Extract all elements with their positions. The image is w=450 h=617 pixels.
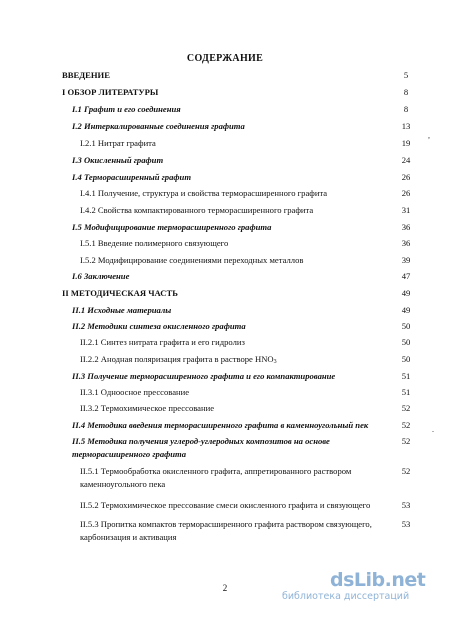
- toc-entry-page: 49: [401, 288, 411, 298]
- toc-entry-text: II.5 Методика получения углерод-углеродных композитов на основе терморасширенного графита: [72, 436, 330, 459]
- toc-entry-text: II.4 Методика введения терморасширенного графита в каменноугольный пек: [72, 420, 369, 430]
- toc-entry-text: II.3 Получение терморасширенного графита и его компактирование: [72, 371, 336, 381]
- toc-entry-page: 13: [401, 121, 411, 131]
- toc-entry-text: [80, 353, 277, 368]
- toc-entry-text: I.5 Модифицирование терморасширенного графита: [72, 222, 272, 232]
- toc-entry-page: 39: [401, 255, 411, 265]
- page-number: 2: [222, 583, 228, 593]
- toc-entry-text: I.1 Графит и его соединения: [72, 104, 181, 114]
- toc-entry-page: 31: [401, 205, 411, 215]
- toc-entry-page: 49: [401, 305, 411, 315]
- toc-entry-page: 52: [401, 436, 411, 446]
- toc-entry-text: I.4.2 Свойства компактированного терморасширенного графита: [80, 205, 314, 215]
- toc-entry-text: ВВЕДЕНИЕ: [62, 70, 110, 80]
- page-title: СОДЕРЖАНИЕ: [186, 53, 264, 64]
- toc-entry-page: 19: [401, 138, 411, 148]
- toc-entry-text: II.5.2 Термохимическое прессование смеси окисленного графита и связующего: [80, 500, 371, 510]
- toc-entry-page: 51: [401, 387, 411, 397]
- toc-entry-page: 26: [401, 172, 411, 182]
- toc-entry-text: II МЕТОДИЧЕСКАЯ ЧАСТЬ: [62, 288, 178, 298]
- toc-entry-text: II.5.1 Термообработка окисленного графита, аппретированного раствором каменноугольного пека: [80, 466, 352, 489]
- toc-entry-page: 52: [401, 466, 411, 476]
- scan-speck: .: [432, 425, 434, 434]
- toc-entry-page: 26: [401, 188, 411, 198]
- watermark-logo: dsLib.net: [330, 569, 426, 591]
- watermark-subtitle: библиотека диссертаций: [282, 591, 410, 602]
- toc-entry-text: II.2 Методики синтеза окисленного графита: [72, 321, 246, 331]
- toc-entry-page: 52: [401, 420, 411, 430]
- toc-entry-text: I.5.1 Введение полимерного связующего: [80, 238, 229, 248]
- toc-entry-page: 5: [403, 70, 409, 80]
- toc-entry-page: 50: [401, 321, 411, 331]
- toc-entry-text: I.5.2 Модифицирование соединениями переходных металлов: [80, 255, 304, 265]
- toc-entry-text: I.4.1 Получение, структура и свойства терморасширенного графита: [80, 188, 328, 198]
- toc-entry-text-main: II.2.2 Анодная поляризация графита в растворе HNO: [80, 354, 274, 364]
- toc-entry-page: 36: [401, 222, 411, 232]
- toc-entry-text: II.1 Исходные материалы: [72, 305, 172, 315]
- toc-entry-page: 24: [401, 155, 411, 165]
- toc-entry-page: 50: [401, 354, 411, 364]
- toc-entry-text: II.3.1 Одноосное прессование: [80, 387, 190, 397]
- toc-entry-text: I.3 Окисленный графит: [72, 155, 164, 165]
- toc-entry-text: II.2.1 Синтез нитрата графита и его гидролиз: [80, 337, 245, 347]
- toc-entry-page: 53: [401, 519, 411, 529]
- toc-entry-page: 8: [403, 87, 409, 97]
- toc-entry-page: 52: [401, 403, 411, 413]
- toc-entry-text: I.2.1 Нитрат графита: [80, 138, 156, 148]
- toc-entry-text: II.3.2 Термохимическое прессование: [80, 403, 215, 413]
- toc-entry-text: II.5.3 Пропитка компактов терморасширенного графита раствором связующего, карбонизация и активация: [80, 519, 372, 542]
- toc-entry-page: 8: [403, 104, 409, 114]
- toc-entry-text: I.6 Заключение: [72, 271, 130, 281]
- toc-entry-text: I.4 Терморасширенный графит: [72, 172, 192, 182]
- toc-entry-page: 51: [401, 371, 411, 381]
- toc-entry-page: 36: [401, 238, 411, 248]
- toc-entry-text: I.2 Интеркалированные соединения графита: [72, 121, 245, 131]
- toc-entry-page: 47: [401, 271, 411, 281]
- scan-speck: ,: [428, 131, 430, 140]
- toc-entry-page: 53: [401, 500, 411, 510]
- watermark: [282, 569, 448, 603]
- toc-entry-subscript: 3: [273, 359, 277, 365]
- toc-entry-page: 50: [401, 337, 411, 347]
- toc-entry-text: I ОБЗОР ЛИТЕРАТУРЫ: [62, 87, 159, 97]
